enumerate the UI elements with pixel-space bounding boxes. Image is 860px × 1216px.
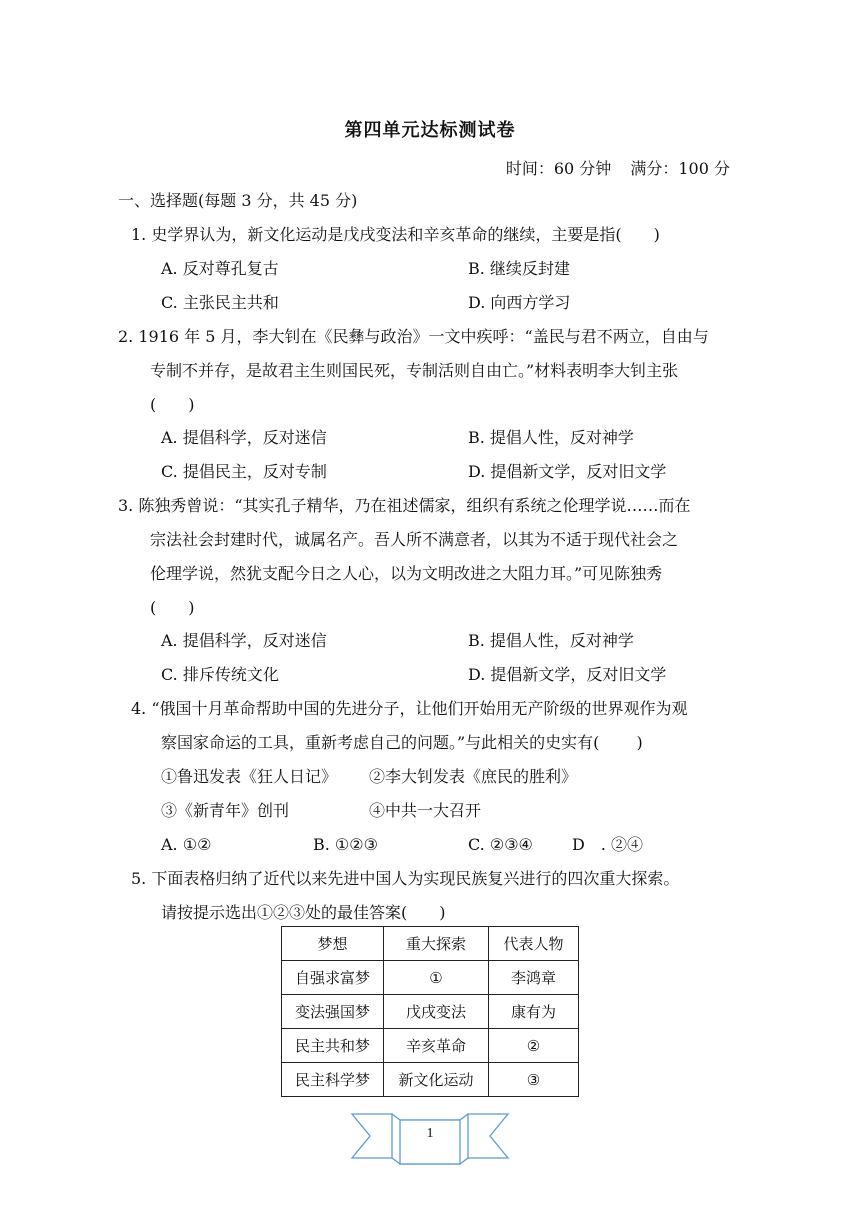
table-cell: 李鸿章 [489,961,579,995]
question-4-option-b: B. ①②③ [313,835,378,854]
table-cell: 自强求富梦 [282,961,384,995]
question-2-line-1: 2. 1916 年 5 月，李大钊在《民彝与政治》一文中疾呼：“盖民与君不两立，自由与 [118,327,709,346]
table-header-cell: 梦想 [282,927,384,961]
page-title: 第四单元达标测试卷 [344,120,516,141]
table-header-cell: 代表人物 [489,927,579,961]
question-4-option-d: D . ②④ [572,835,644,854]
question-4-line-2: 察国家命运的工具，重新考虑自己的问题。”与此相关的史实有( ) [161,733,643,752]
table-row [282,995,579,1029]
table-cell: 变法强国梦 [282,995,384,1029]
question-3-option-b: B. 提倡人性，反对神学 [468,631,634,650]
question-1-option-a: A. 反对尊孔复古 [161,259,279,278]
question-2-option-c: C. 提倡民主，反对专制 [161,462,327,481]
question-4-line-1: 4. “俄国十月革命帮助中国的先进分子，让他们开始用无产阶级的世界观作为观 [131,699,688,718]
table-cell: ③ [489,1063,579,1097]
full-score: 满分：100 分 [630,159,730,178]
exploration-table [281,926,579,1097]
table-row [282,1063,579,1097]
table-header-row [282,927,579,961]
question-2-option-d: D. 提倡新文学，反对旧文学 [468,462,667,481]
question-3-option-a: A. 提倡科学，反对迷信 [161,631,327,650]
question-4-item-3: ③《新青年》创刊 [161,801,290,820]
table-cell: 新文化运动 [384,1063,489,1097]
question-4-item-2: ②李大钊发表《庶民的胜利》 [369,767,578,786]
exam-meta [492,156,730,179]
question-1-option-b: B. 继续反封建 [468,259,570,278]
question-3-line-3: 伦理学说，然犹支配今日之人心，以为文明改进之大阻力耳。”可见陈独秀 [150,564,663,583]
question-1-option-d: D. 向西方学习 [468,293,571,312]
table-cell: 民主共和梦 [282,1029,384,1063]
question-2-option-a: A. 提倡科学，反对迷信 [161,428,327,447]
question-5-line-1: 5. 下面表格归纳了近代以来先进中国人为实现民族复兴进行的四次重大探索。 [131,869,680,888]
table-row [282,1029,579,1063]
question-4-option-a: A. ①② [161,835,212,854]
section-heading: 一、选择题(每题 3 分，共 45 分) [118,191,358,210]
question-1-option-c: C. 主张民主共和 [161,293,279,312]
question-4-option-c: C. ②③④ [468,835,533,854]
question-2-line-2: 专制不并存，是故君主生则国民死，专制活则自由亡。”材料表明李大钊主张 [150,361,679,380]
table-cell: 戊戌变法 [384,995,489,1029]
table-cell: ② [489,1029,579,1063]
table-cell: 辛亥革命 [384,1029,489,1063]
question-1-stem: 1. 史学界认为，新文化运动是戊戌变法和辛亥革命的继续，主要是指( ) [131,225,660,244]
table-cell: 民主科学梦 [282,1063,384,1097]
question-3-line-4: ( ) [150,598,195,617]
question-3-line-2: 宗法社会封建时代，诚属名产。吾人所不满意者，以其为不适于现代社会之 [150,530,679,549]
question-4-item-4: ④中共一大召开 [369,801,482,820]
table-cell: ① [384,961,489,995]
table-row [282,961,579,995]
table-header-cell: 重大探索 [384,927,489,961]
question-3-option-d: D. 提倡新文学，反对旧文学 [468,665,667,684]
table-cell: 康有为 [489,995,579,1029]
question-3-line-1: 3. 陈独秀曾说：“其实孔子精华，乃在祖述儒家，组织有系统之伦理学说……而在 [118,496,691,515]
question-2-line-3: ( ) [150,395,195,414]
question-4-item-1: ①鲁迅发表《狂人日记》 [161,767,338,786]
time-limit: 时间：60 分钟 [505,159,612,178]
question-5-line-2: 请按提示选出①②③处的最佳答案( ) [161,903,446,922]
question-2-option-b: B. 提倡人性，反对神学 [468,428,634,447]
question-3-option-c: C. 排斥传统文化 [161,665,279,684]
page-number-ribbon [350,1108,510,1168]
page-number: 1 [426,1126,434,1141]
